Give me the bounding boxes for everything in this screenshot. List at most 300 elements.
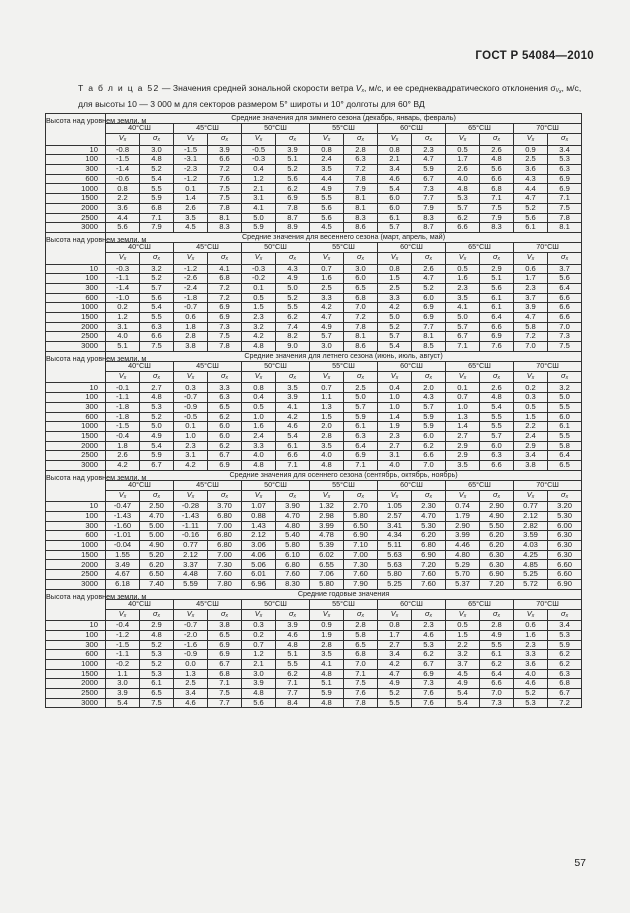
value-cell: -1.1 (106, 393, 140, 403)
value-cell: 5.2 (276, 293, 310, 303)
value-cell: 3.06 (242, 541, 276, 551)
value-cell: 5.7 (344, 402, 378, 412)
value-cell: -1.43 (174, 512, 208, 522)
value-cell: 6.1 (480, 293, 514, 303)
symbol: V (186, 370, 192, 380)
latitude-header: 45°СШ (174, 124, 242, 134)
height-cell: 2500 (46, 213, 106, 223)
value-cell: -1.1 (106, 274, 140, 284)
value-cell: 3.0 (140, 145, 174, 155)
std-dev-header (276, 609, 310, 621)
value-cell: 8.1 (208, 213, 242, 223)
section-title: Средние значения для зимнего сезона (декабрь, январь, февраль) (106, 114, 582, 124)
table-row (46, 264, 582, 274)
value-cell: -0.7 (174, 303, 208, 313)
value-cell: 5.1 (480, 274, 514, 284)
value-cell: 4.2 (310, 303, 344, 313)
value-cell: 6.0 (548, 412, 582, 422)
value-cell: 5.6 (106, 223, 140, 233)
value-cell: 6.0 (208, 431, 242, 441)
value-cell: 2.12 (514, 512, 548, 522)
latitude-header-row (46, 361, 582, 371)
table-row (46, 412, 582, 422)
value-cell: 6.96 (242, 579, 276, 589)
mean-speed-header (310, 609, 344, 621)
value-cell: 7.6 (208, 174, 242, 184)
value-cell: 2.8 (344, 145, 378, 155)
value-cell: -2.3 (174, 165, 208, 175)
value-cell: 7.1 (276, 679, 310, 689)
value-cell: 7.00 (344, 550, 378, 560)
latitude-header: 50°СШ (242, 599, 310, 609)
symbol-subscript: x (259, 374, 263, 381)
section-title: Средние значения для весеннего сезона (март, апрель, май) (106, 232, 582, 242)
value-cell: 4.8 (140, 393, 174, 403)
value-cell: -0.6 (106, 174, 140, 184)
value-cell: 5.2 (412, 283, 446, 293)
table-row (46, 502, 582, 512)
value-cell: 2.7 (378, 640, 412, 650)
mean-speed-header (242, 253, 276, 265)
table-row (46, 283, 582, 293)
symbol: σ (356, 133, 362, 143)
value-cell: 6.9 (208, 313, 242, 323)
value-cell: 3.6 (514, 659, 548, 669)
value-cell: 4.7 (412, 155, 446, 165)
symbol-subscript: x (157, 256, 161, 263)
value-cell: 8.1 (412, 332, 446, 342)
symbol-subscript: x (123, 374, 127, 381)
value-cell: 6.8 (344, 293, 378, 303)
value-cell: 4.2 (106, 460, 140, 470)
height-cell: 100 (46, 155, 106, 165)
value-cell: 4.7 (378, 669, 412, 679)
value-cell: 0.74 (446, 502, 480, 512)
value-cell: 7.60 (344, 570, 378, 580)
value-cell: 3.3 (242, 441, 276, 451)
value-cell: 6.2 (208, 412, 242, 422)
value-cell: 5.0 (140, 422, 174, 432)
latitude-header: 40°СШ (106, 124, 174, 134)
value-cell: 8.3 (208, 223, 242, 233)
std-dev-header (480, 371, 514, 383)
latitude-header: 45°СШ (174, 361, 242, 371)
symbol-subscript: x (123, 256, 127, 263)
value-cell: 0.5 (514, 402, 548, 412)
std-dev-header (412, 609, 446, 621)
table-row (46, 521, 582, 531)
value-cell: 4.4 (514, 184, 548, 194)
value-cell: 4.90 (480, 512, 514, 522)
symbol-subscript: x (293, 256, 297, 263)
std-dev-header (276, 134, 310, 146)
symbol-subscript: x (225, 493, 229, 500)
value-cell: 7.8 (208, 203, 242, 213)
value-cell: 6.6 (208, 155, 242, 165)
value-cell: 5.5 (276, 303, 310, 313)
table-row (46, 621, 582, 631)
value-cell: 7.9 (344, 184, 378, 194)
height-cell: 1000 (46, 659, 106, 669)
value-cell: 6.9 (480, 332, 514, 342)
std-dev-header (276, 371, 310, 383)
value-cell: 4.9 (276, 274, 310, 284)
value-cell: 7.9 (140, 223, 174, 233)
mean-speed-header (378, 253, 412, 265)
symbol: σ (492, 370, 498, 380)
mean-speed-header (514, 609, 548, 621)
value-cell: 1.9 (310, 630, 344, 640)
value-cell: 7.5 (140, 342, 174, 352)
symbol: V (254, 370, 260, 380)
value-cell: 4.25 (514, 550, 548, 560)
value-cell: 6.9 (412, 669, 446, 679)
value-cell: 7.8 (548, 213, 582, 223)
mean-speed-header (446, 134, 480, 146)
section-title: Средние значения для осеннего сезона (сентябрь, октябрь, ноябрь) (106, 470, 582, 480)
std-dev-header (548, 371, 582, 383)
value-cell: 6.80 (276, 560, 310, 570)
value-cell: 7.6 (344, 689, 378, 699)
latitude-header: 70°СШ (514, 124, 582, 134)
value-cell: 4.70 (276, 512, 310, 522)
value-cell: -1.8 (106, 412, 140, 422)
value-cell: 0.5 (446, 621, 480, 631)
value-cell: 3.4 (378, 650, 412, 660)
value-cell: 2.2 (446, 640, 480, 650)
mean-speed-header (242, 134, 276, 146)
value-cell: 7.7 (276, 689, 310, 699)
symbol: σ (424, 133, 430, 143)
symbol: σ (152, 370, 158, 380)
value-cell: 4.5 (174, 223, 208, 233)
value-cell: 7.5 (208, 332, 242, 342)
value-cell: 6.9 (208, 303, 242, 313)
value-cell: 2.7 (446, 431, 480, 441)
value-cell: 0.4 (378, 383, 412, 393)
value-cell: 4.8 (242, 689, 276, 699)
value-cell: 7.5 (548, 342, 582, 352)
value-cell: 2.6 (412, 264, 446, 274)
value-cell: 6.30 (480, 550, 514, 560)
symbol: σ (356, 489, 362, 499)
symbol-subscript: x (259, 612, 263, 619)
value-cell: 6.3 (208, 393, 242, 403)
value-cell: -1.2 (174, 264, 208, 274)
value-cell: 2.0 (412, 383, 446, 393)
table-row (46, 630, 582, 640)
symbol-subscript: x (463, 256, 467, 263)
value-cell: 5.4 (378, 342, 412, 352)
value-cell: -1.43 (106, 512, 140, 522)
value-cell: 8.3 (412, 213, 446, 223)
value-cell: -0.47 (106, 502, 140, 512)
value-cell: 5.2 (140, 412, 174, 422)
symbol: σ (220, 133, 226, 143)
value-cell: 5.80 (378, 570, 412, 580)
value-cell: 6.7 (446, 332, 480, 342)
value-cell: 3.49 (106, 560, 140, 570)
height-cell: 10 (46, 145, 106, 155)
table-row (46, 274, 582, 284)
symbol: V (118, 370, 124, 380)
value-cell: 5.8 (344, 630, 378, 640)
value-cell: 4.6 (276, 422, 310, 432)
value-cell: -0.2 (106, 659, 140, 669)
value-cell: 4.7 (514, 313, 548, 323)
value-cell: 1.2 (242, 650, 276, 660)
height-cell: 1000 (46, 422, 106, 432)
symbol: V (458, 489, 464, 499)
value-cell: 0.5 (446, 264, 480, 274)
latitude-header: 40°СШ (106, 242, 174, 252)
value-cell: 4.4 (310, 174, 344, 184)
value-cell: 5.9 (242, 223, 276, 233)
symbol-subscript: x (191, 256, 195, 263)
symbol: V (186, 489, 192, 499)
value-cell: 3.99 (310, 521, 344, 531)
value-cell: 2.2 (514, 422, 548, 432)
value-cell: -1.6 (174, 640, 208, 650)
height-cell: 2500 (46, 570, 106, 580)
value-cell: 5.5 (140, 184, 174, 194)
value-cell: -1.01 (106, 531, 140, 541)
value-cell: 6.2 (412, 650, 446, 660)
value-cell: 3.0 (310, 342, 344, 352)
value-cell: 2.7 (140, 383, 174, 393)
symbol: σ (220, 370, 226, 380)
value-cell: 5.4 (106, 698, 140, 708)
value-cell: 5.72 (514, 579, 548, 589)
mean-speed-header (106, 371, 140, 383)
symbol: σ (356, 608, 362, 618)
value-cell: 5.5 (480, 422, 514, 432)
symbol: σ (152, 608, 158, 618)
value-cell: 1.0 (174, 431, 208, 441)
value-cell: 2.3 (514, 283, 548, 293)
symbol-subscript: x (123, 493, 127, 500)
value-cell: -3.1 (174, 155, 208, 165)
latitude-header: 70°СШ (514, 480, 582, 490)
value-cell: 2.6 (174, 203, 208, 213)
symbol-subscript: x (293, 374, 297, 381)
value-cell: 1.05 (378, 502, 412, 512)
symbol: V (458, 370, 464, 380)
height-cell: 2000 (46, 679, 106, 689)
value-cell: 1.6 (514, 630, 548, 640)
value-cell: 6.30 (480, 560, 514, 570)
value-cell: 2.5 (378, 283, 412, 293)
value-cell: -1.8 (106, 402, 140, 412)
value-cell: 6.1 (514, 223, 548, 233)
value-cell: 5.29 (446, 560, 480, 570)
value-cell: 5.0 (378, 313, 412, 323)
symbol-subscript: x (497, 493, 501, 500)
value-cell: 6.5 (140, 689, 174, 699)
symbol-subscript: x (361, 137, 365, 144)
value-cell: 4.8 (310, 460, 344, 470)
value-cell: 4.1 (446, 303, 480, 313)
value-cell: 5.5 (548, 431, 582, 441)
value-cell: 7.5 (140, 698, 174, 708)
symbol-subscript: x (327, 493, 331, 500)
value-cell: 7.5 (548, 203, 582, 213)
table-row (46, 184, 582, 194)
symbol: σ (288, 370, 294, 380)
value-cell: 5.00 (140, 531, 174, 541)
symbol-subscript: x (361, 493, 365, 500)
value-cell: 2.3 (174, 441, 208, 451)
mean-speed-header (106, 490, 140, 502)
value-cell: 5.5 (276, 659, 310, 669)
value-cell: 7.3 (208, 322, 242, 332)
value-cell: 4.1 (310, 659, 344, 669)
symbol: σ (560, 252, 566, 262)
value-cell: 7.1 (446, 342, 480, 352)
value-cell: 5.80 (310, 579, 344, 589)
value-cell: 6.3 (480, 451, 514, 461)
value-cell: 5.80 (344, 512, 378, 522)
value-cell: 6.9 (276, 194, 310, 204)
value-cell: 2.8 (344, 621, 378, 631)
value-cell: 7.1 (140, 213, 174, 223)
value-cell: 2.9 (140, 621, 174, 631)
symbol-subscript: x (429, 137, 433, 144)
value-cell: 6.0 (208, 422, 242, 432)
value-cell: 7.0 (412, 460, 446, 470)
symbol: V (118, 133, 124, 143)
value-cell: 4.9 (310, 322, 344, 332)
mean-speed-header (242, 371, 276, 383)
height-label: Высота над уровнем земли, м (46, 351, 106, 383)
table-row (46, 393, 582, 403)
latitude-header: 55°СШ (310, 480, 378, 490)
height-cell: 600 (46, 531, 106, 541)
value-cell: 5.2 (378, 689, 412, 699)
value-cell: 6.4 (480, 669, 514, 679)
table-row (46, 332, 582, 342)
value-cell: 5.7 (412, 402, 446, 412)
value-cell: 6.60 (548, 560, 582, 570)
value-cell: 6.8 (140, 203, 174, 213)
value-cell: 3.8 (208, 621, 242, 631)
symbol: σ (288, 133, 294, 143)
symbol: V (322, 608, 328, 618)
symbol-subscript: x (327, 137, 331, 144)
value-cell: 7.2 (548, 698, 582, 708)
value-cell: 3.8 (174, 342, 208, 352)
value-cell: 4.2 (242, 332, 276, 342)
value-cell: 6.20 (412, 531, 446, 541)
height-label: Высота над уровнем земли, м (46, 232, 106, 264)
value-cell: 4.1 (208, 264, 242, 274)
value-cell: 7.30 (344, 560, 378, 570)
value-cell: 6.80 (412, 541, 446, 551)
value-cell: 1.7 (378, 630, 412, 640)
value-cell: 6.2 (276, 313, 310, 323)
value-cell: 7.2 (208, 283, 242, 293)
value-cell: 3.2 (446, 650, 480, 660)
value-cell: 6.6 (480, 322, 514, 332)
table-row (46, 531, 582, 541)
table-row (46, 155, 582, 165)
symbol-subscript: x (531, 612, 535, 619)
std-dev-header (548, 253, 582, 265)
value-cell: -1.5 (106, 422, 140, 432)
value-cell: 4.8 (276, 640, 310, 650)
symbol: V (254, 133, 260, 143)
symbol-subscript: x (225, 374, 229, 381)
section-title-row (46, 232, 582, 242)
value-cell: 7.5 (344, 679, 378, 689)
value-cell: 4.9 (140, 431, 174, 441)
value-cell: 6.6 (446, 223, 480, 233)
table-row (46, 659, 582, 669)
symbol: σ (492, 608, 498, 618)
height-label: Высота над уровнем земли, м (46, 114, 106, 146)
value-cell: 6.6 (412, 451, 446, 461)
value-cell: 5.7 (140, 283, 174, 293)
value-cell: 1.32 (310, 502, 344, 512)
value-cell: 3.4 (514, 451, 548, 461)
table-row (46, 174, 582, 184)
value-cell: 0.6 (514, 264, 548, 274)
value-cell: 1.4 (174, 194, 208, 204)
value-cell: 4.6 (276, 630, 310, 640)
value-cell: 7.1 (344, 669, 378, 679)
symbol-subscript: x (293, 137, 297, 144)
mean-speed-header (446, 253, 480, 265)
height-cell: 3000 (46, 460, 106, 470)
value-cell: 6.50 (344, 521, 378, 531)
value-cell: 2.6 (480, 383, 514, 393)
value-cell: 2.3 (446, 283, 480, 293)
value-cell: 6.5 (344, 640, 378, 650)
table-row (46, 441, 582, 451)
value-cell: 2.1 (242, 659, 276, 669)
symbol-subscript: x (191, 374, 195, 381)
value-cell: 2.1 (242, 184, 276, 194)
value-cell: 2.12 (242, 531, 276, 541)
symbol: σ (560, 133, 566, 143)
value-cell: 6.80 (208, 531, 242, 541)
value-cell: 2.4 (310, 155, 344, 165)
value-cell: 5.0 (242, 213, 276, 223)
table-label: Т а б л и ц а 52 (78, 83, 160, 93)
symbol: σ (152, 252, 158, 262)
value-cell: 0.6 (514, 621, 548, 631)
symbol: V (254, 252, 260, 262)
latitude-header: 40°СШ (106, 480, 174, 490)
value-cell: 3.1 (174, 451, 208, 461)
value-cell: -1.0 (106, 293, 140, 303)
value-cell: 6.6 (480, 679, 514, 689)
value-cell: 2.90 (480, 502, 514, 512)
value-cell: 4.46 (446, 541, 480, 551)
value-cell: 6.9 (208, 650, 242, 660)
value-cell: 1.6 (446, 274, 480, 284)
std-dev-header (344, 490, 378, 502)
value-cell: -0.9 (174, 402, 208, 412)
value-cell: 7.0 (344, 659, 378, 669)
caption-sigma-sub: x (558, 89, 562, 95)
symbol: σ (220, 252, 226, 262)
table-caption (78, 82, 583, 111)
value-cell: 5.7 (378, 332, 412, 342)
value-cell: 6.8 (480, 184, 514, 194)
value-cell: 5.3 (548, 155, 582, 165)
value-cell: 5.9 (310, 689, 344, 699)
